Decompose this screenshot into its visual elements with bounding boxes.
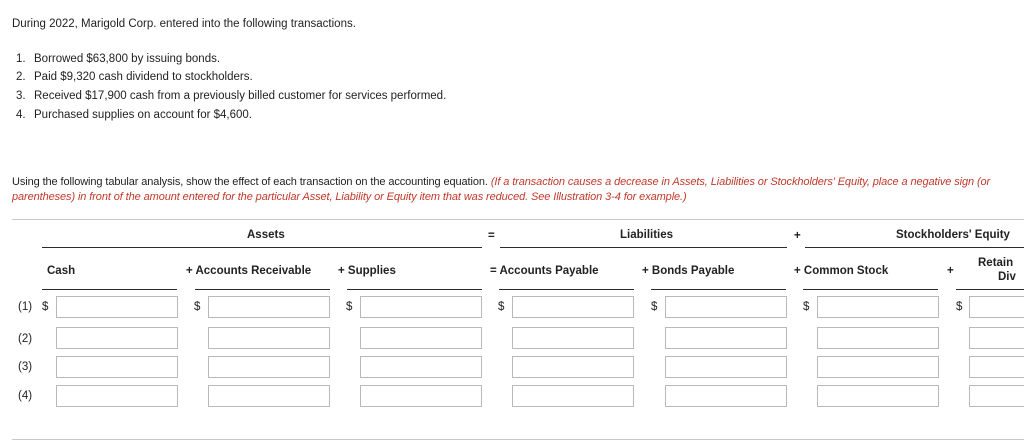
retained-dollar-sign: $	[956, 301, 963, 313]
row1-bonds-payable-input[interactable]	[665, 296, 787, 318]
row-label-3: (3)	[18, 361, 33, 373]
equals-sign: =	[488, 230, 495, 242]
column-retained-line1: Retain	[978, 257, 1014, 269]
row1-common-stock-input[interactable]	[817, 296, 939, 318]
transaction-3-number: 3.	[16, 90, 26, 102]
column-supplies: + Supplies	[338, 265, 396, 277]
instructions-note-line1: (If a transaction causes a decrease in Assets, Liabilities or Stockholders' Equity, place a negative sign (or	[490, 176, 991, 188]
instructions	[12, 176, 990, 188]
row-label-4: (4)	[18, 390, 33, 402]
column-bonds-payable: + Bonds Payable	[642, 265, 735, 277]
column-retained-line2: Div	[998, 271, 1016, 283]
transaction-2-text: Paid $9,320 cash dividend to stockholders.	[34, 71, 253, 83]
row2-supplies-input[interactable]	[360, 327, 482, 349]
row1-accounts-receivable-input[interactable]	[208, 296, 330, 318]
stock-header-underline	[803, 289, 938, 290]
column-cash: Cash	[47, 265, 76, 277]
row3-accounts-payable-input[interactable]	[512, 356, 634, 378]
cash-dollar-sign: $	[42, 301, 49, 313]
row1-cash-input[interactable]	[56, 296, 178, 318]
row2-accounts-receivable-input[interactable]	[208, 327, 330, 349]
equity-header: Stockholders' Equity	[896, 229, 1010, 241]
row1-supplies-input[interactable]	[360, 296, 482, 318]
transaction-3-text: Received $17,900 cash from a previously billed customer for services performed.	[34, 90, 447, 102]
ap-header-underline	[499, 289, 634, 290]
row2-bonds-payable-input[interactable]	[665, 327, 787, 349]
column-retained-plus: +	[947, 265, 954, 277]
row4-supplies-input[interactable]	[360, 385, 482, 407]
table-bottom-border	[12, 439, 1024, 440]
row4-cash-input[interactable]	[56, 385, 178, 407]
ar-header-underline	[195, 289, 330, 290]
row3-supplies-input[interactable]	[360, 356, 482, 378]
bonds-dollar-sign: $	[651, 301, 658, 313]
ap-dollar-sign: $	[498, 301, 505, 313]
table-top-border	[12, 219, 1024, 220]
instructions-main: Using the following tabular analysis, show the effect of each transaction on the accounting equation.	[12, 176, 488, 188]
transaction-1-text: Borrowed $63,800 by issuing bonds.	[34, 53, 221, 65]
intro-text: During 2022, Marigold Corp. entered into the following transactions.	[12, 18, 356, 30]
row2-cash-input[interactable]	[56, 327, 178, 349]
row4-retained-earnings-input[interactable]	[969, 385, 1024, 407]
bonds-header-underline	[651, 289, 786, 290]
column-accounts-receivable: + Accounts Receivable	[186, 265, 312, 277]
row2-accounts-payable-input[interactable]	[512, 327, 634, 349]
plus-sign: +	[794, 230, 801, 242]
row4-accounts-receivable-input[interactable]	[208, 385, 330, 407]
ar-dollar-sign: $	[194, 301, 201, 313]
equity-underline	[805, 247, 1024, 248]
row-label-2: (2)	[18, 333, 33, 345]
column-accounts-payable: = Accounts Payable	[490, 265, 599, 277]
row-label-1: (1)	[18, 301, 33, 313]
row1-retained-earnings-input[interactable]	[969, 296, 1024, 318]
supplies-header-underline	[347, 289, 482, 290]
row2-retained-earnings-input[interactable]	[969, 327, 1024, 349]
row3-retained-earnings-input[interactable]	[969, 356, 1024, 378]
row2-common-stock-input[interactable]	[817, 327, 939, 349]
row4-accounts-payable-input[interactable]	[512, 385, 634, 407]
row3-bonds-payable-input[interactable]	[665, 356, 787, 378]
row3-cash-input[interactable]	[56, 356, 178, 378]
assets-underline	[42, 247, 482, 248]
transaction-2-number: 2.	[16, 71, 26, 83]
cash-header-underline	[42, 289, 177, 290]
row3-common-stock-input[interactable]	[817, 356, 939, 378]
row1-accounts-payable-input[interactable]	[512, 296, 634, 318]
liabilities-underline	[500, 247, 787, 248]
transaction-4-number: 4.	[16, 109, 26, 121]
assets-header: Assets	[247, 229, 285, 241]
transaction-1-number: 1.	[16, 53, 26, 65]
supplies-dollar-sign: $	[346, 301, 353, 313]
row4-bonds-payable-input[interactable]	[665, 385, 787, 407]
instructions-note-line2: parentheses) in front of the amount entered for the particular Asset, Liability or Equity item that was reduced. See Illustration 3-4 for example.)	[12, 191, 687, 203]
retained-header-underline	[956, 289, 1024, 290]
stock-dollar-sign: $	[803, 301, 810, 313]
row3-accounts-receivable-input[interactable]	[208, 356, 330, 378]
row4-common-stock-input[interactable]	[817, 385, 939, 407]
column-common-stock: + Common Stock	[794, 265, 889, 277]
liabilities-header: Liabilities	[620, 229, 674, 241]
transaction-4-text: Purchased supplies on account for $4,600.	[34, 109, 253, 121]
